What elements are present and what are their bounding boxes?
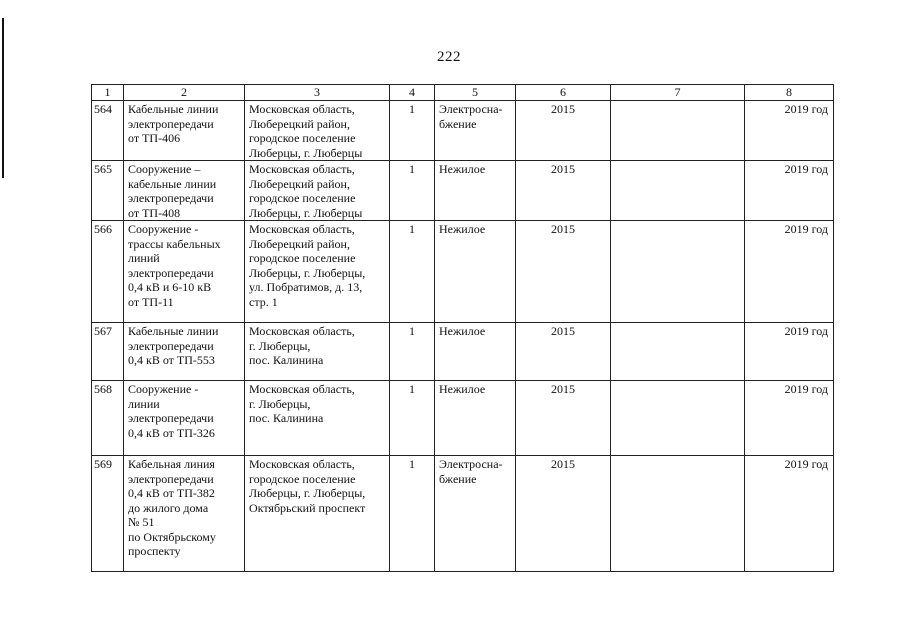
empty-cell — [611, 456, 745, 572]
empty-cell — [611, 101, 745, 161]
object-purpose: Нежилое — [435, 161, 516, 221]
header-cell: 7 — [611, 85, 745, 101]
object-quantity: 1 — [390, 161, 435, 221]
table-row — [92, 456, 834, 572]
empty-cell — [611, 323, 745, 381]
header-cell: 5 — [435, 85, 516, 101]
object-name: Кабельная линия электропередачи 0,4 кВ от ТП-382 до жилого дома № 51 по Октябрьскому проспекту — [124, 456, 245, 572]
object-purpose: Электросна- бжение — [435, 101, 516, 161]
object-quantity: 1 — [390, 323, 435, 381]
table-header-row — [92, 85, 834, 101]
object-address: Московская область, городское поселение Люберцы, г. Люберцы, Октябрьский проспект — [245, 456, 390, 572]
table-row — [92, 221, 834, 323]
object-quantity: 1 — [390, 456, 435, 572]
object-quantity: 1 — [390, 101, 435, 161]
object-address: Московская область, г. Люберцы, пос. Калинина — [245, 323, 390, 381]
empty-cell — [611, 161, 745, 221]
object-date: 2019 год — [745, 456, 834, 572]
row-number: 565 — [92, 161, 124, 221]
object-year: 2015 — [516, 323, 611, 381]
header-cell: 2 — [124, 85, 245, 101]
object-name: Сооружение - линии электропередачи 0,4 кВ от ТП-326 — [124, 381, 245, 456]
object-year: 2015 — [516, 381, 611, 456]
object-date: 2019 год — [745, 323, 834, 381]
object-address: Московская область, Люберецкий район, городское поселение Люберцы, г. Люберцы, ул. Побратимов, д. 13, стр. 1 — [245, 221, 390, 323]
object-address: Московская область, Люберецкий район, городское поселение Люберцы, г. Люберцы — [245, 161, 390, 221]
object-quantity: 1 — [390, 221, 435, 323]
table-row — [92, 381, 834, 456]
object-purpose: Нежилое — [435, 323, 516, 381]
object-address: Московская область, г. Люберцы, пос. Калинина — [245, 381, 390, 456]
object-address: Московская область, Люберецкий район, городское поселение Люберцы, г. Люберцы — [245, 101, 390, 161]
object-year: 2015 — [516, 456, 611, 572]
object-date: 2019 год — [745, 161, 834, 221]
header-cell: 1 — [92, 85, 124, 101]
object-date: 2019 год — [745, 221, 834, 323]
scan-margin-line — [2, 18, 4, 178]
object-date: 2019 год — [745, 101, 834, 161]
table-row — [92, 101, 834, 161]
empty-cell — [611, 221, 745, 323]
table-row — [92, 161, 834, 221]
object-purpose: Нежилое — [435, 381, 516, 456]
object-name: Кабельные линии электропередачи 0,4 кВ от ТП-553 — [124, 323, 245, 381]
header-cell: 6 — [516, 85, 611, 101]
table-row — [92, 323, 834, 381]
header-cell: 8 — [745, 85, 834, 101]
object-name: Сооружение - трассы кабельных линий электропередачи 0,4 кВ и 6-10 кВ от ТП-11 — [124, 221, 245, 323]
object-purpose: Электросна- бжение — [435, 456, 516, 572]
page-number: 222 — [437, 49, 461, 65]
object-name: Кабельные линии электропередачи от ТП-406 — [124, 101, 245, 161]
object-date: 2019 год — [745, 381, 834, 456]
registry-table — [91, 84, 834, 572]
empty-cell — [611, 381, 745, 456]
row-number: 564 — [92, 101, 124, 161]
row-number: 566 — [92, 221, 124, 323]
object-year: 2015 — [516, 101, 611, 161]
row-number: 568 — [92, 381, 124, 456]
header-cell: 4 — [390, 85, 435, 101]
row-number: 567 — [92, 323, 124, 381]
header-cell: 3 — [245, 85, 390, 101]
object-name: Сооружение – кабельные линии электропередачи от ТП-408 — [124, 161, 245, 221]
object-purpose: Нежилое — [435, 221, 516, 323]
row-number: 569 — [92, 456, 124, 572]
object-year: 2015 — [516, 221, 611, 323]
object-year: 2015 — [516, 161, 611, 221]
object-quantity: 1 — [390, 381, 435, 456]
